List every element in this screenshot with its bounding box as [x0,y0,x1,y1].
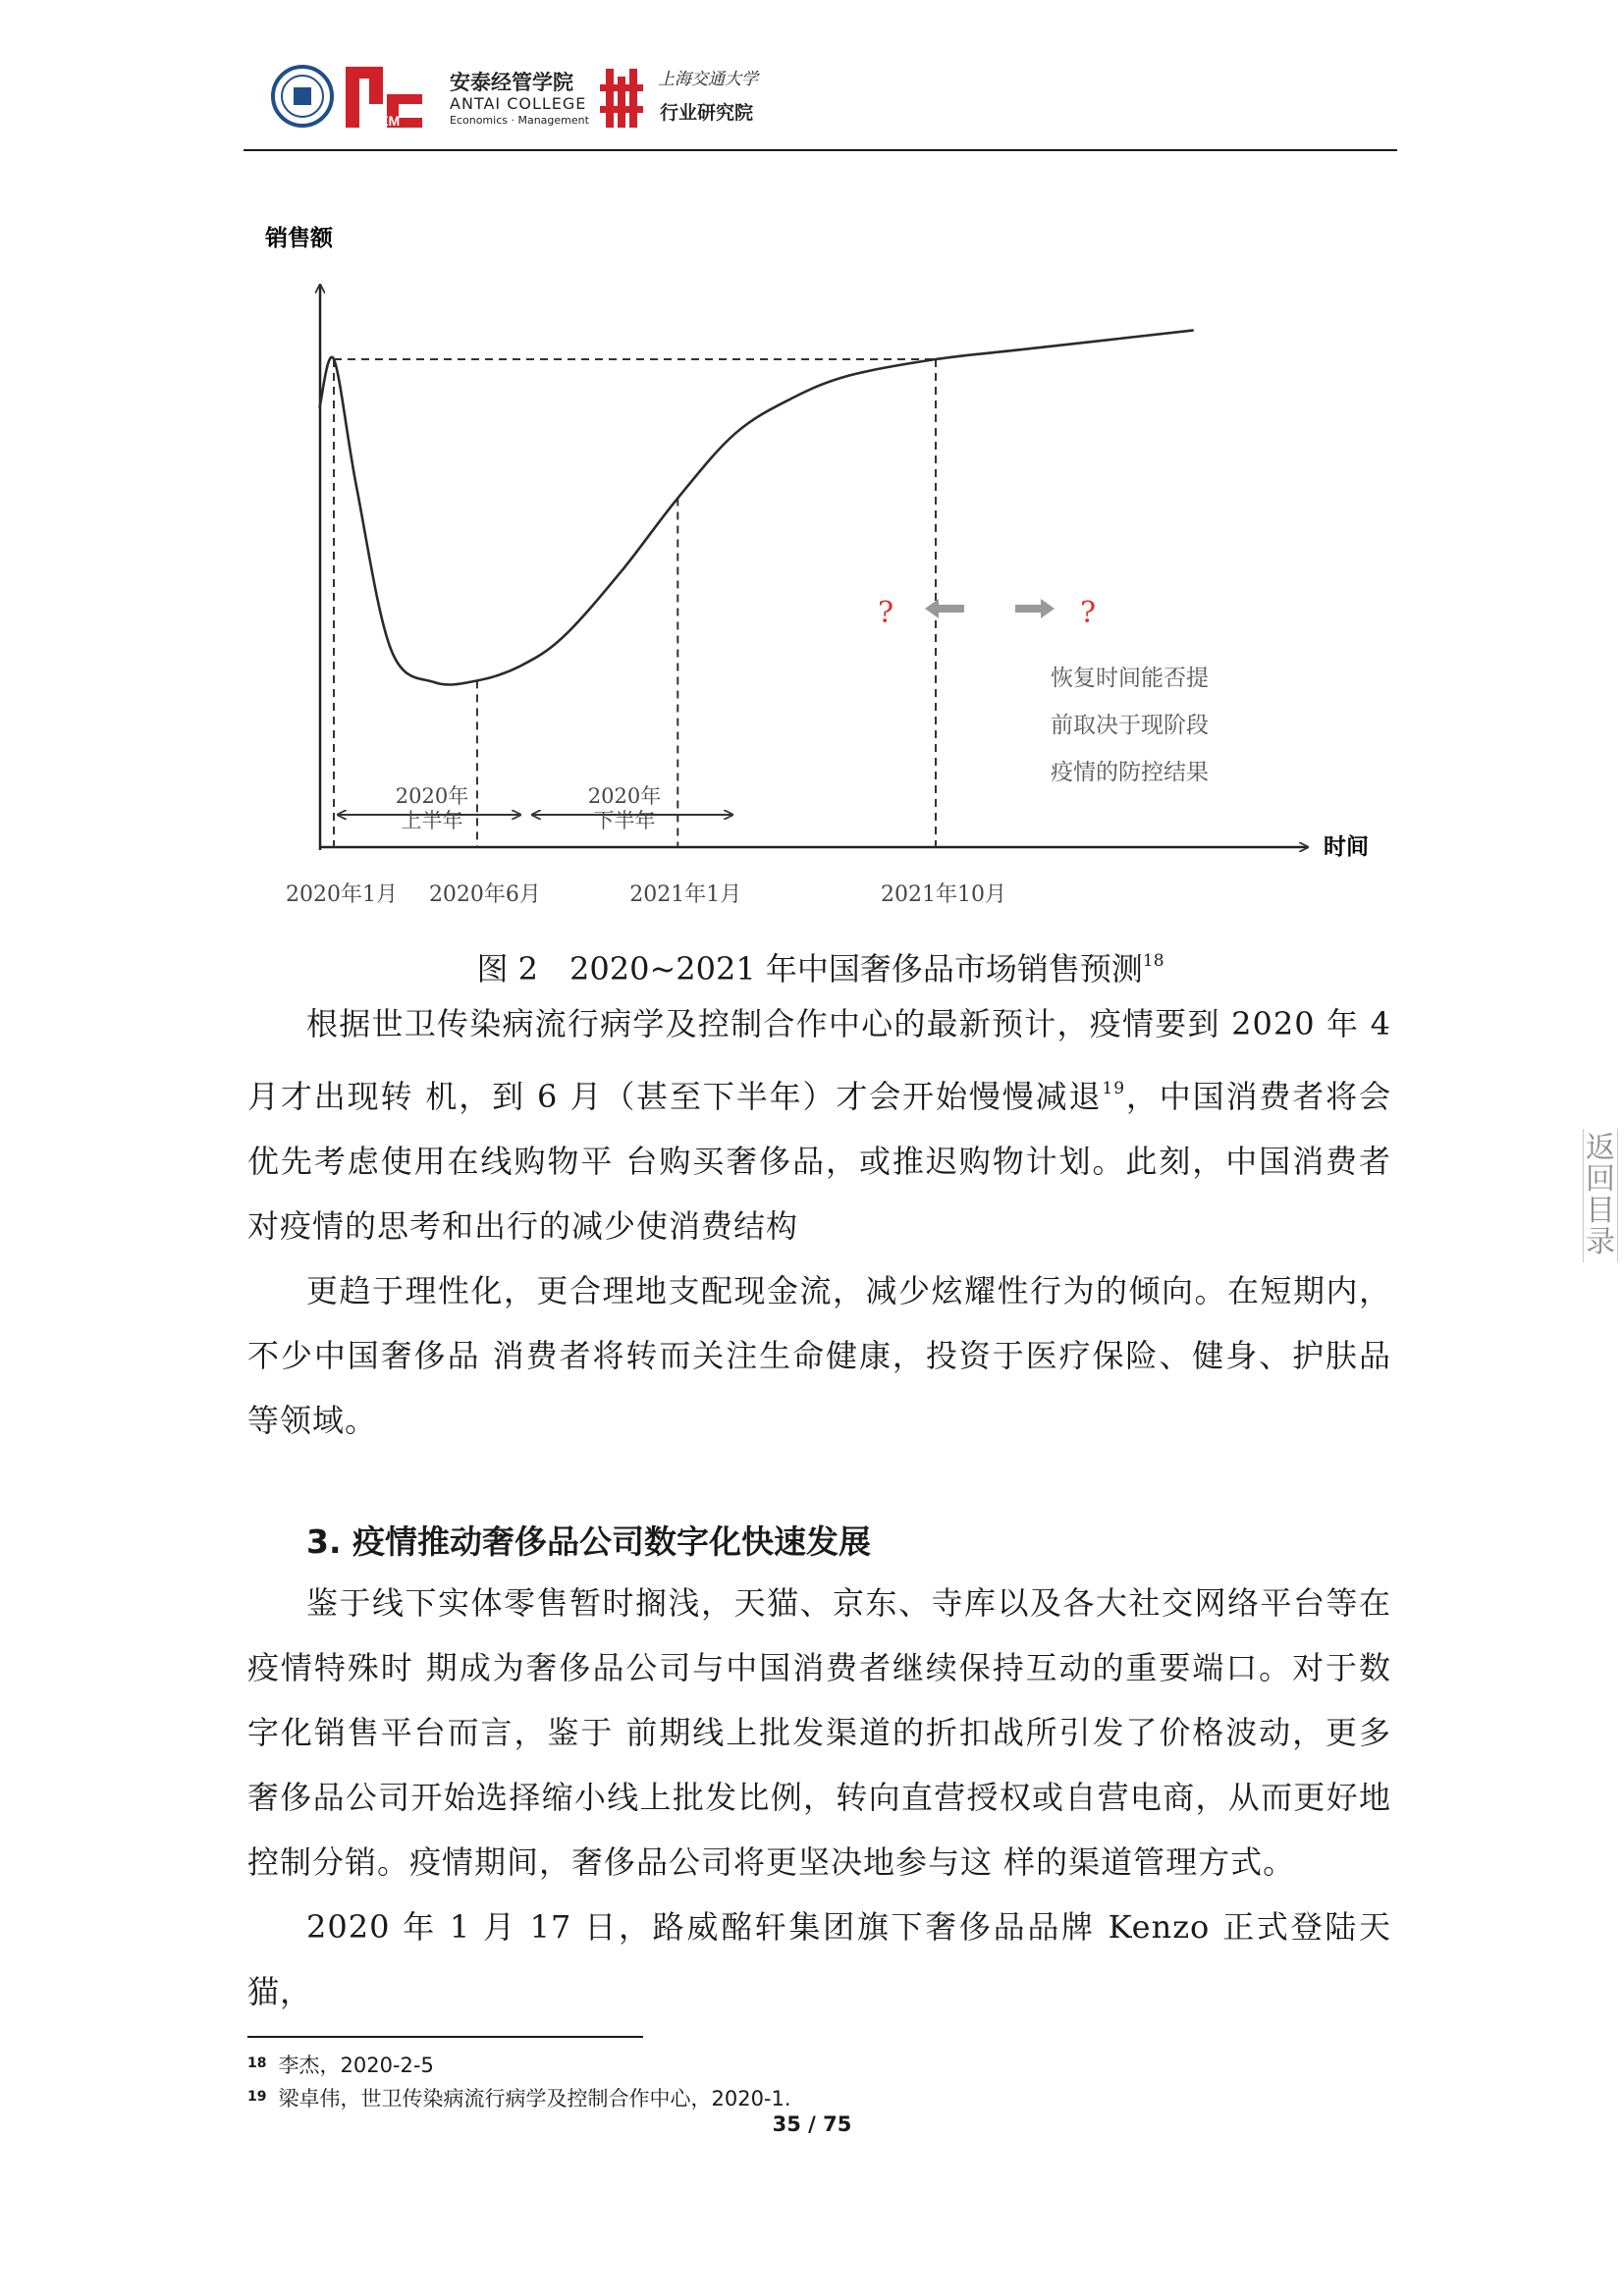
side-link-char: 回 [1586,1162,1615,1197]
question-mark-right: ? [1079,596,1097,630]
caption-text: 图 2 2020~2021 年中国奢侈品市场销售预测 [476,950,1143,988]
annotation-line-2: 前取决于现阶段 [1051,713,1209,738]
paragraph-3: 鉴于线下实体零售暂时搁浅，天猫、京东、寺库以及各大社交网络平台等在疫情特殊时 期成为奢侈品公司与中国消费者继续保持互动的重要端口。对于数字化销售平台而言，鉴于 前期线上批发渠道的折扣战所引发了价格波动，更多奢侈品公司开始选择缩小线上批发比例，转向直营授权或自营电商，从而更好地控制分销。疫情期间，奢侈品公司将更坚决地参与这 样的渠道管理方式。 [247,1584,1391,1881]
x-marker-label: 2021年1月 [629,882,742,907]
paragraph-2-text: 更趋于理性化，更合理地支配现金流，减少炫耀性行为的倾向。在短期内，不少中国奢侈品 消费者将转而关注生命健康，投资于医疗保险、健身、护肤品等领域。 [247,1272,1391,1439]
period-1-line1: 2020年 [395,784,469,808]
x-axis-label: 时间 [1324,834,1369,860]
y-axis-label: 销售额 [265,226,333,251]
university-seal-icon [273,67,332,126]
figure-caption [244,937,1397,992]
paragraph-1-text: 根据世卫传染病流行病学及控制合作中心的最新预计，疫情要到 2020 年 4 月才出现转 机，到 6 月（甚至下半年）才会开始慢慢减退 [247,1005,1391,1115]
x-marker-label: 2021年10月 [881,882,1006,907]
footnote-ref-19[interactable]: 19 [1102,1079,1126,1098]
institute-name: 行业研究院 [660,102,754,124]
paragraph-2 [247,1258,1391,1453]
period-2-line2: 下半年 [593,809,656,832]
paragraph-1 [247,991,1391,1258]
footnote-number: 18 [247,2056,267,2071]
sales-curve [319,330,1193,684]
sales-forecast-chart [265,214,1404,921]
college-en-name: ANTAI COLLEGE [450,94,587,113]
footnote-text: 梁卓伟，世卫传染病流行病学及控制合作中心，2020-1. [278,2087,791,2110]
right-arrow-icon [1015,599,1055,618]
side-link-char: 目 [1586,1194,1615,1228]
body-text-block-1 [247,991,1391,1453]
period-2-line1: 2020年 [587,784,662,808]
logo-letters: ACEM [359,113,401,129]
footnote-number: 19 [247,2089,267,2105]
body-text-block-2 [247,1571,1391,2024]
footnote-text: 李杰，2020-2-5 [278,2054,434,2077]
footnotes [247,2048,1327,2114]
header-divider [244,149,1397,151]
back-to-contents-link[interactable] [1583,1129,1618,1262]
section-heading: 3. 疫情推动奢侈品公司数字化快速发展 [306,1522,871,1561]
period-1-line2: 上半年 [401,809,463,832]
chart-svg [265,214,1404,921]
institute-university-name: 上海交通大学 [658,70,758,89]
side-link-char: 返 [1586,1131,1615,1165]
paragraph-1-tail: ，中国消费者将会优先考虑使用在线购物平 台购买奢侈品，或推迟购物计划。此刻，中国消费者对疫情的思考和出行的减少使消费结构 [247,1078,1391,1245]
institute-logo-icon [600,69,643,128]
question-mark-left: ? [877,596,894,630]
college-en-subtitle: Economics · Management [450,114,589,127]
annotation-line-1: 恢复时间能否提 [1051,666,1209,691]
x-marker-label: 2020年1月 [286,882,398,907]
page-number: 35 / 75 [772,2112,852,2136]
x-marker-label: 2020年6月 [428,882,541,907]
caption-footnote-ref[interactable]: 18 [1142,951,1164,971]
college-cn-name: 安泰经管学院 [450,71,573,94]
footnote-19 [247,2081,1327,2114]
footnote-divider [247,2036,643,2038]
header-logos [267,55,778,133]
left-arrow-icon [925,599,964,618]
side-link-char: 录 [1586,1225,1615,1259]
paragraph-4: 2020 年 1 月 17 日，路威酩轩集团旗下奢侈品品牌 Kenzo 正式登陆天猫， [247,1908,1391,2010]
footnote-18 [247,2048,1327,2081]
annotation-line-3: 疫情的防控结果 [1051,760,1209,785]
